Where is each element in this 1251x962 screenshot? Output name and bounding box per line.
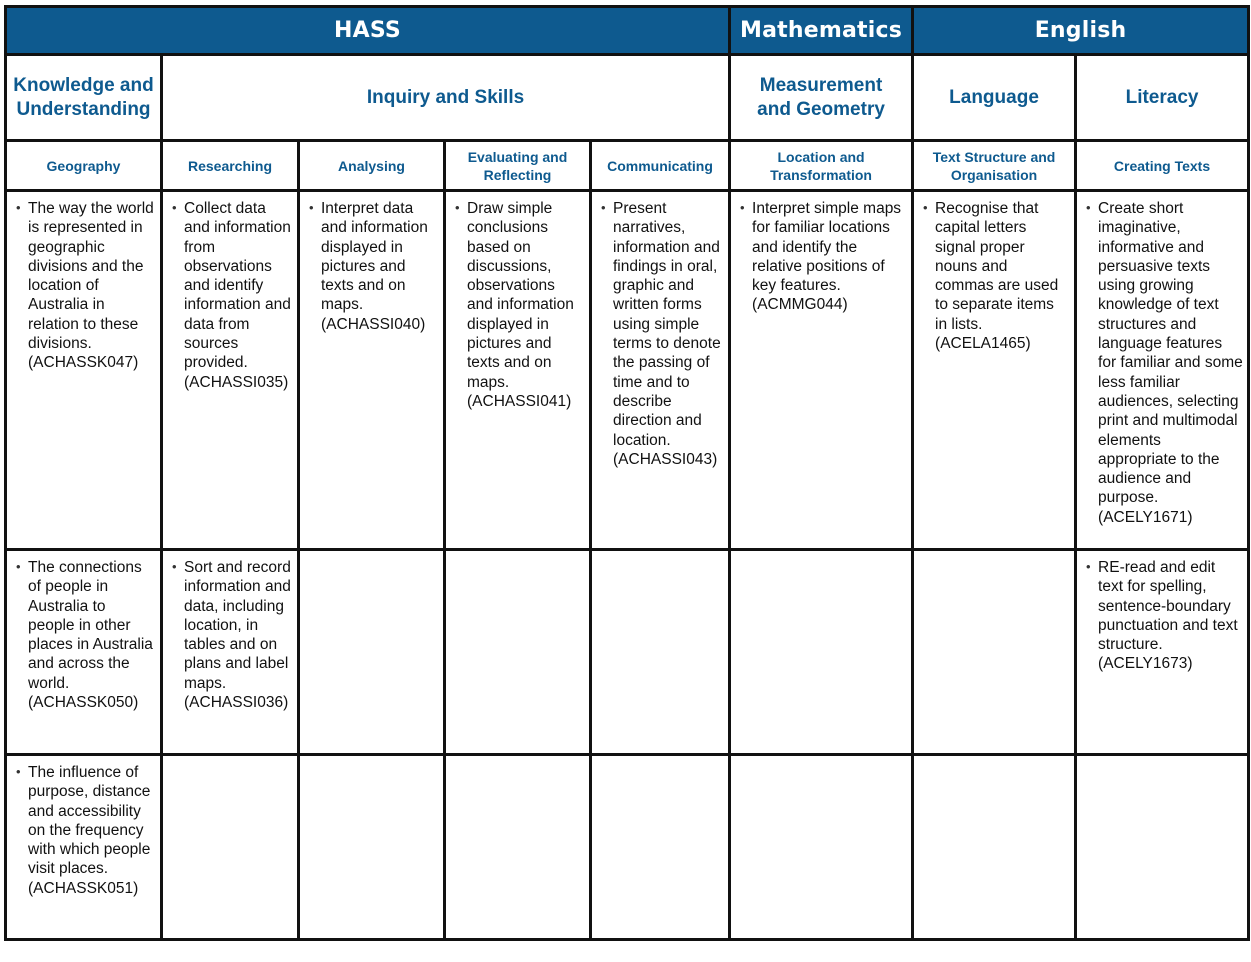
bullet-point: •: [1086, 559, 1091, 574]
content-cell-empty: [591, 755, 730, 940]
content-cell-researching-1: [162, 191, 299, 550]
content-cell-evaluating-1: [445, 191, 591, 550]
bullet-point: •: [923, 200, 928, 215]
strand-knowledge-understanding: Knowledge and Understanding: [6, 55, 162, 141]
sub-strand-communicating: Communicating: [591, 141, 730, 191]
content-cell-communicating-1: [591, 191, 730, 550]
bullet-point: •: [16, 559, 21, 574]
sub-strand-location-transformation: Location and Transformation: [730, 141, 913, 191]
content-cell-empty: [913, 755, 1076, 940]
content-row-1: [6, 191, 1249, 550]
content-text: The way the world is represented in geographic divisions and the location of Australia in relation to these divisions. (ACHASSK047): [28, 200, 154, 372]
strand-literacy: Literacy: [1076, 55, 1249, 141]
strand-header-row: [6, 55, 1249, 141]
content-text: Recognise that capital letters signal proper nouns and commas are used to separate items in lists. (ACELA1465): [935, 200, 1059, 353]
sub-strand-text-structure-organisation: Text Structure and Organisation: [913, 141, 1076, 191]
strand-language: Language: [913, 55, 1076, 141]
content-text: Create short imaginative, informative and persuasive texts using growing knowledge of text structures and language features for familiar and some less familiar audiences, selecting print and multimodal elements appropriate to the audience and purpose. (ACELY1671): [1098, 200, 1243, 526]
content-cell-empty: [445, 755, 591, 940]
content-cell-empty: [913, 550, 1076, 755]
content-cell-researching-2: [162, 550, 299, 755]
content-text: RE-read and edit text for spelling, sentence-boundary punctuation and text structure. (ACELY1673): [1098, 559, 1238, 673]
content-row-3: [6, 755, 1249, 940]
sub-strand-evaluating-reflecting: Evaluating and Reflecting: [445, 141, 591, 191]
content-row-2: [6, 550, 1249, 755]
sub-strand-creating-texts: Creating Texts: [1076, 141, 1249, 191]
bullet-point: •: [601, 200, 606, 215]
curriculum-table: [4, 5, 1250, 941]
content-text: Collect data and information from observations and identify information and data from sources provided. (ACHASSI035): [184, 200, 291, 391]
strand-measurement-geometry: Measurement and Geometry: [730, 55, 913, 141]
content-text: The connections of people in Australia to people in other places in Australia and across the world. (ACHASSK050): [28, 559, 153, 712]
content-text: Interpret data and information displayed in pictures and texts and on maps. (ACHASSI040): [321, 200, 428, 333]
subject-hass: HASS: [6, 7, 730, 55]
content-cell-empty: [299, 755, 445, 940]
content-cell-text-structure-1: [913, 191, 1076, 550]
bullet-point: •: [309, 200, 314, 215]
content-cell-empty: [162, 755, 299, 940]
bullet-point: •: [740, 200, 745, 215]
content-cell-geography-1: [6, 191, 162, 550]
content-cell-empty: [730, 755, 913, 940]
content-text: The influence of purpose, distance and accessibility on the frequency with which people visit places. (ACHASSK051): [28, 764, 151, 897]
strand-inquiry-skills: Inquiry and Skills: [162, 55, 730, 141]
content-cell-empty: [591, 550, 730, 755]
bullet-point: •: [172, 200, 177, 215]
bullet-point: •: [172, 559, 177, 574]
content-cell-creating-texts-2: [1076, 550, 1249, 755]
curriculum-table-wrapper: [4, 5, 1250, 941]
sub-strand-researching: Researching: [162, 141, 299, 191]
bullet-point: •: [1086, 200, 1091, 215]
content-cell-analysing-1: [299, 191, 445, 550]
sub-strand-header-row: [6, 141, 1249, 191]
content-cell-geography-2: [6, 550, 162, 755]
content-text: Draw simple conclusions based on discussions, observations and information displayed in pictures and texts and on maps. (ACHASSI041): [467, 200, 574, 410]
sub-strand-geography: Geography: [6, 141, 162, 191]
bullet-point: •: [16, 764, 21, 779]
content-cell-location-1: [730, 191, 913, 550]
bullet-point: •: [16, 200, 21, 215]
sub-strand-analysing: Analysing: [299, 141, 445, 191]
subject-english: English: [913, 7, 1249, 55]
content-text: Interpret simple maps for familiar locations and identify the relative positions of key features. (ACMMG044): [752, 200, 902, 314]
content-text: Sort and record information and data, including location, in tables and on plans and label maps. (ACHASSI036): [184, 559, 291, 712]
subject-mathematics: Mathematics: [730, 7, 913, 55]
subject-header-row: [6, 7, 1249, 55]
content-cell-empty: [299, 550, 445, 755]
content-cell-empty: [445, 550, 591, 755]
content-cell-empty: [730, 550, 913, 755]
content-cell-geography-3: [6, 755, 162, 940]
content-cell-creating-texts-1: [1076, 191, 1249, 550]
content-text: Present narratives, information and findings in oral, graphic and written forms using simple terms to denote the passing of time and to describe direction and location. (ACHASSI043): [613, 200, 721, 468]
bullet-point: •: [455, 200, 460, 215]
content-cell-empty: [1076, 755, 1249, 940]
